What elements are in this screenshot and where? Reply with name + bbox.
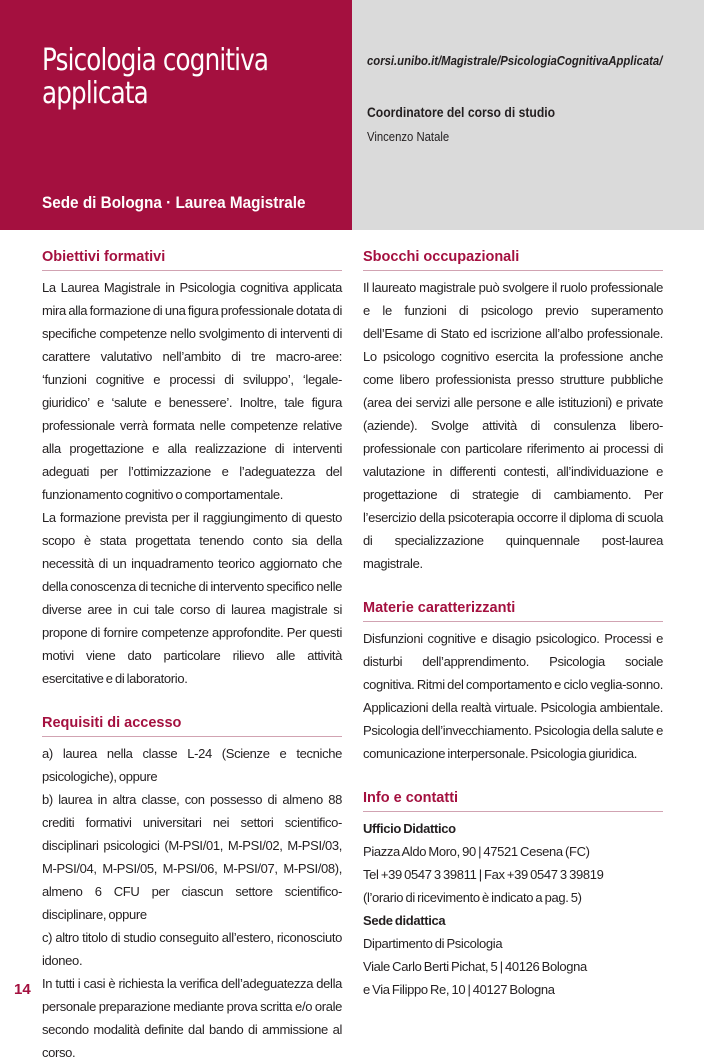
- sbocchi-body: [363, 276, 663, 575]
- materie-paragraph: Disfunzioni cognitive e disagio psicologico. Processi e disturbi dell’apprendimento. Psicologia sociale cognitiva. Ritmi del comportamento e ciclo veglia-sonno. Applicazioni della realtà virtuale. Psicologia ambientale. Psicologia dell’invecchiamento. Psicologia della salute e comunicazione interpersonale. Psicologia giuridica.: [363, 631, 663, 761]
- sbocchi-heading: Sbocchi occupazionali: [363, 248, 663, 271]
- requisiti-item-a: a) laurea nella classe L-24 (Scienze e tecniche psicologiche), oppure: [42, 746, 342, 784]
- course-url-link[interactable]: corsi.unibo.it/Magistrale/PsicologiaCognitivaApplicata/: [367, 53, 663, 68]
- info-heading: Info e contatti: [363, 789, 663, 812]
- info-body: [363, 817, 663, 1001]
- requisiti-heading: Requisiti di accesso: [42, 714, 342, 737]
- sede-address-2: e Via Filippo Re, 10 | 40127 Bologna: [363, 982, 555, 997]
- obiettivi-paragraph-1: La Laurea Magistrale in Psicologia cognitiva applicata mira alla formazione di una figura professionale dotata di specifiche competenze nello svolgimento di interventi di carattere valutativo nell’ambito di tre macro-aree: ‘funzioni cognitive e processi di sviluppo’, ‘legale-giuridico’ e ‘salute e benessere’. Inoltre, tale figura professionale verrà formata nelle competenze relative alla progettazione e alla realizzazione di interventi adeguati per l’ottimizzazione e l’adeguatezza del funzionamento cognitivo o comportamentale.: [42, 280, 342, 502]
- title-line-1: Psicologia cognitiva: [42, 43, 269, 78]
- title-banner: [0, 0, 352, 230]
- campus-degree-subtitle: Sede di Bologna · Laurea Magistrale: [42, 193, 306, 212]
- requisiti-body: [42, 742, 342, 1064]
- requisiti-item-c: c) altro titolo di studio conseguito all’estero, riconosciuto idoneo.: [42, 930, 342, 968]
- coordinator-label: Coordinatore del corso di studio: [367, 104, 556, 120]
- page-number: 14: [14, 981, 31, 998]
- ufficio-note: (l’orario di ricevimento è indicato a pag. 5): [363, 890, 582, 905]
- obiettivi-heading: Obiettivi formativi: [42, 248, 342, 271]
- sede-department: Dipartimento di Psicologia: [363, 936, 503, 951]
- obiettivi-body: [42, 276, 342, 690]
- sede-address-1: Viale Carlo Berti Pichat, 5 | 40126 Bologna: [363, 959, 587, 974]
- materie-heading: Materie caratterizzanti: [363, 599, 663, 622]
- page-title: [42, 44, 288, 110]
- title-line-2: applicata: [42, 76, 148, 111]
- ufficio-phone: Tel +39 0547 3 39811 | Fax +39 0547 3 39819: [363, 867, 604, 882]
- left-column: [42, 248, 342, 1064]
- materie-body: [363, 627, 663, 765]
- obiettivi-paragraph-2: La formazione prevista per il raggiungimento di questo scopo è stata progettata tenendo conto sia della necessità di un inquadramento teorico aggiornato che della conoscenza di tecniche di intervento specifico nelle diverse aree in cui tale corso di laurea magistrale si propone di fornire competenze approfondite. Per questi motivi viene dato particolare rilievo alle attività esercitative e di laboratorio.: [42, 510, 342, 686]
- right-column: [363, 248, 663, 1001]
- sbocchi-paragraph: Il laureato magistrale può svolgere il ruolo professionale e le funzioni di psicologo previo superamento dell’Esame di Stato ed iscrizione all’albo professionale. Lo psicologo cognitivo esercita la professione anche come libero professionista presso strutture pubbliche (area dei servizi alle persone e alle istituzioni) e private (aziende). Svolge attività di consulenza libero-professionale con particolare riferimento ai processi di valutazione in differenti contesti, all’individuazione e progettazione di strategie di cambiamento. Per l’esercizio della psicoterapia occorre il diploma di scuola di specializzazione quinquennale post-laurea magistrale.: [363, 280, 663, 571]
- ufficio-address: Piazza Aldo Moro, 90 | 47521 Cesena (FC): [363, 844, 590, 859]
- requisiti-note: In tutti i casi è richiesta la verifica dell’adeguatezza della personale preparazione mediante prova scritta e/o orale secondo modalità definite dal bando di ammissione al corso.: [42, 976, 342, 1060]
- requisiti-item-b: b) laurea in altra classe, con possesso di almeno 88 crediti formativi universitari nei settori scientifico-disciplinari psicologici (M-PSI/01, M-PSI/02, M-PSI/03, M-PSI/04, M-PSI/05, M-PSI/06, M-PSI/07, M-PSI/08), almeno 6 CFU per ciascun settore scientifico-disciplinare, oppure: [42, 792, 342, 922]
- ufficio-label: Ufficio Didattico: [363, 821, 456, 836]
- sede-label: Sede didattica: [363, 913, 446, 928]
- coordinator-name: Vincenzo Natale: [367, 129, 450, 144]
